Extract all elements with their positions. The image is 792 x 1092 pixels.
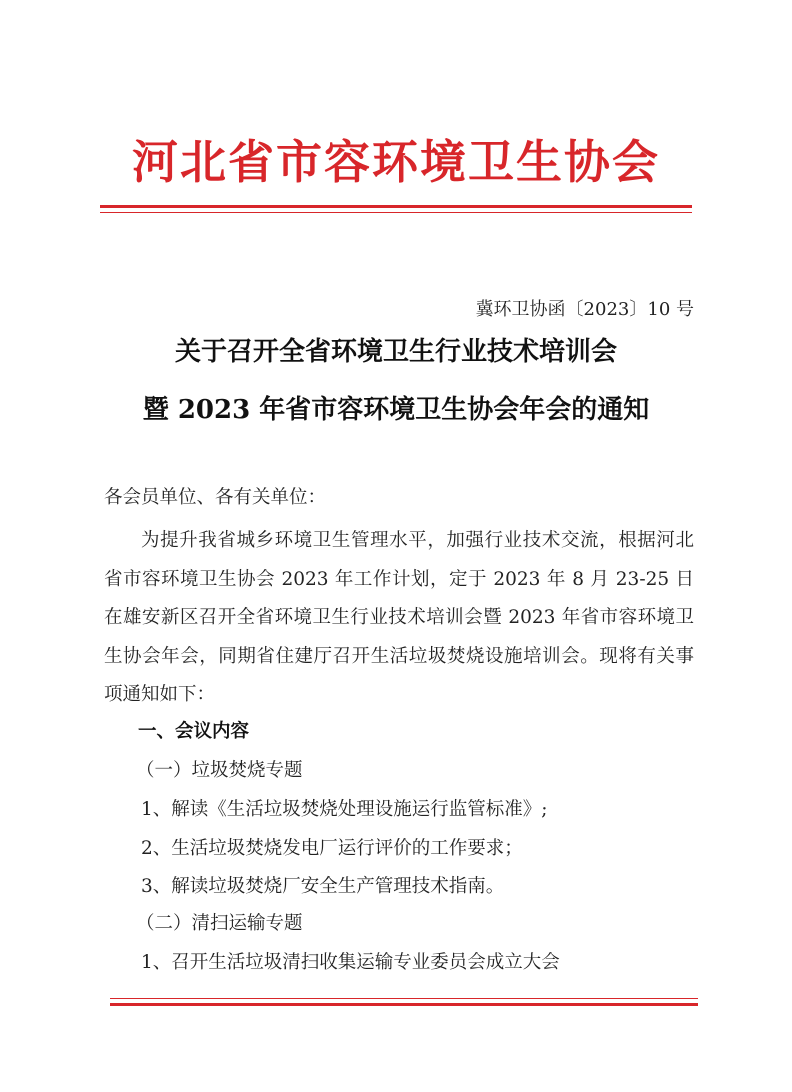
letterhead-red-rule bbox=[100, 205, 692, 215]
footer-red-rule bbox=[110, 998, 698, 1008]
list-item: 1、解读《生活垃圾焚烧处理设施运行监管标准》; bbox=[141, 799, 548, 820]
red-rule-thick-line bbox=[100, 205, 692, 208]
document-number: 冀环卫协函〔2023〕10 号 bbox=[475, 299, 694, 320]
list-item: 1、召开生活垃圾清扫收集运输专业委员会成立大会 bbox=[141, 952, 560, 973]
list-item: 2、生活垃圾焚烧发电厂运行评价的工作要求； bbox=[141, 838, 523, 859]
list-item: 3、解读垃圾焚烧厂安全生产管理技术指南。 bbox=[141, 876, 505, 897]
org-letterhead-title: 河北省市容环境卫生协会 bbox=[132, 135, 660, 189]
section-heading-meeting-content: 一、会议内容 bbox=[138, 721, 250, 742]
intro-paragraph: 为提升我省城乡环境卫生管理水平，加强行业技术交流，根据河北省市容环境卫生协会 2023 年工作计划，定于 2023 年 8 月 23-25 日在雄安新区召开全省环境卫生行业技术培训会暨 2023 年省市容环境卫生协会年会，同期省住建厅召开生活垃圾焚烧设施培训会。现将有关事项通知如下： bbox=[104, 530, 694, 705]
document-title-line-2: 暨 2023 年省市容环境卫生协会年会的通知 bbox=[142, 395, 650, 425]
red-rule-thin-line bbox=[100, 212, 692, 213]
red-rule-thick-line bbox=[110, 1003, 698, 1006]
subsection-heading-cleaning-transport: （二）清扫运输专题 bbox=[136, 913, 303, 934]
salutation: 各会员单位、各有关单位： bbox=[104, 487, 327, 508]
subsection-heading-incineration: （一）垃圾焚烧专题 bbox=[136, 760, 303, 781]
document-title-line-1: 关于召开全省环境卫生行业技术培训会 bbox=[174, 337, 617, 367]
red-rule-thin-line bbox=[110, 998, 698, 999]
